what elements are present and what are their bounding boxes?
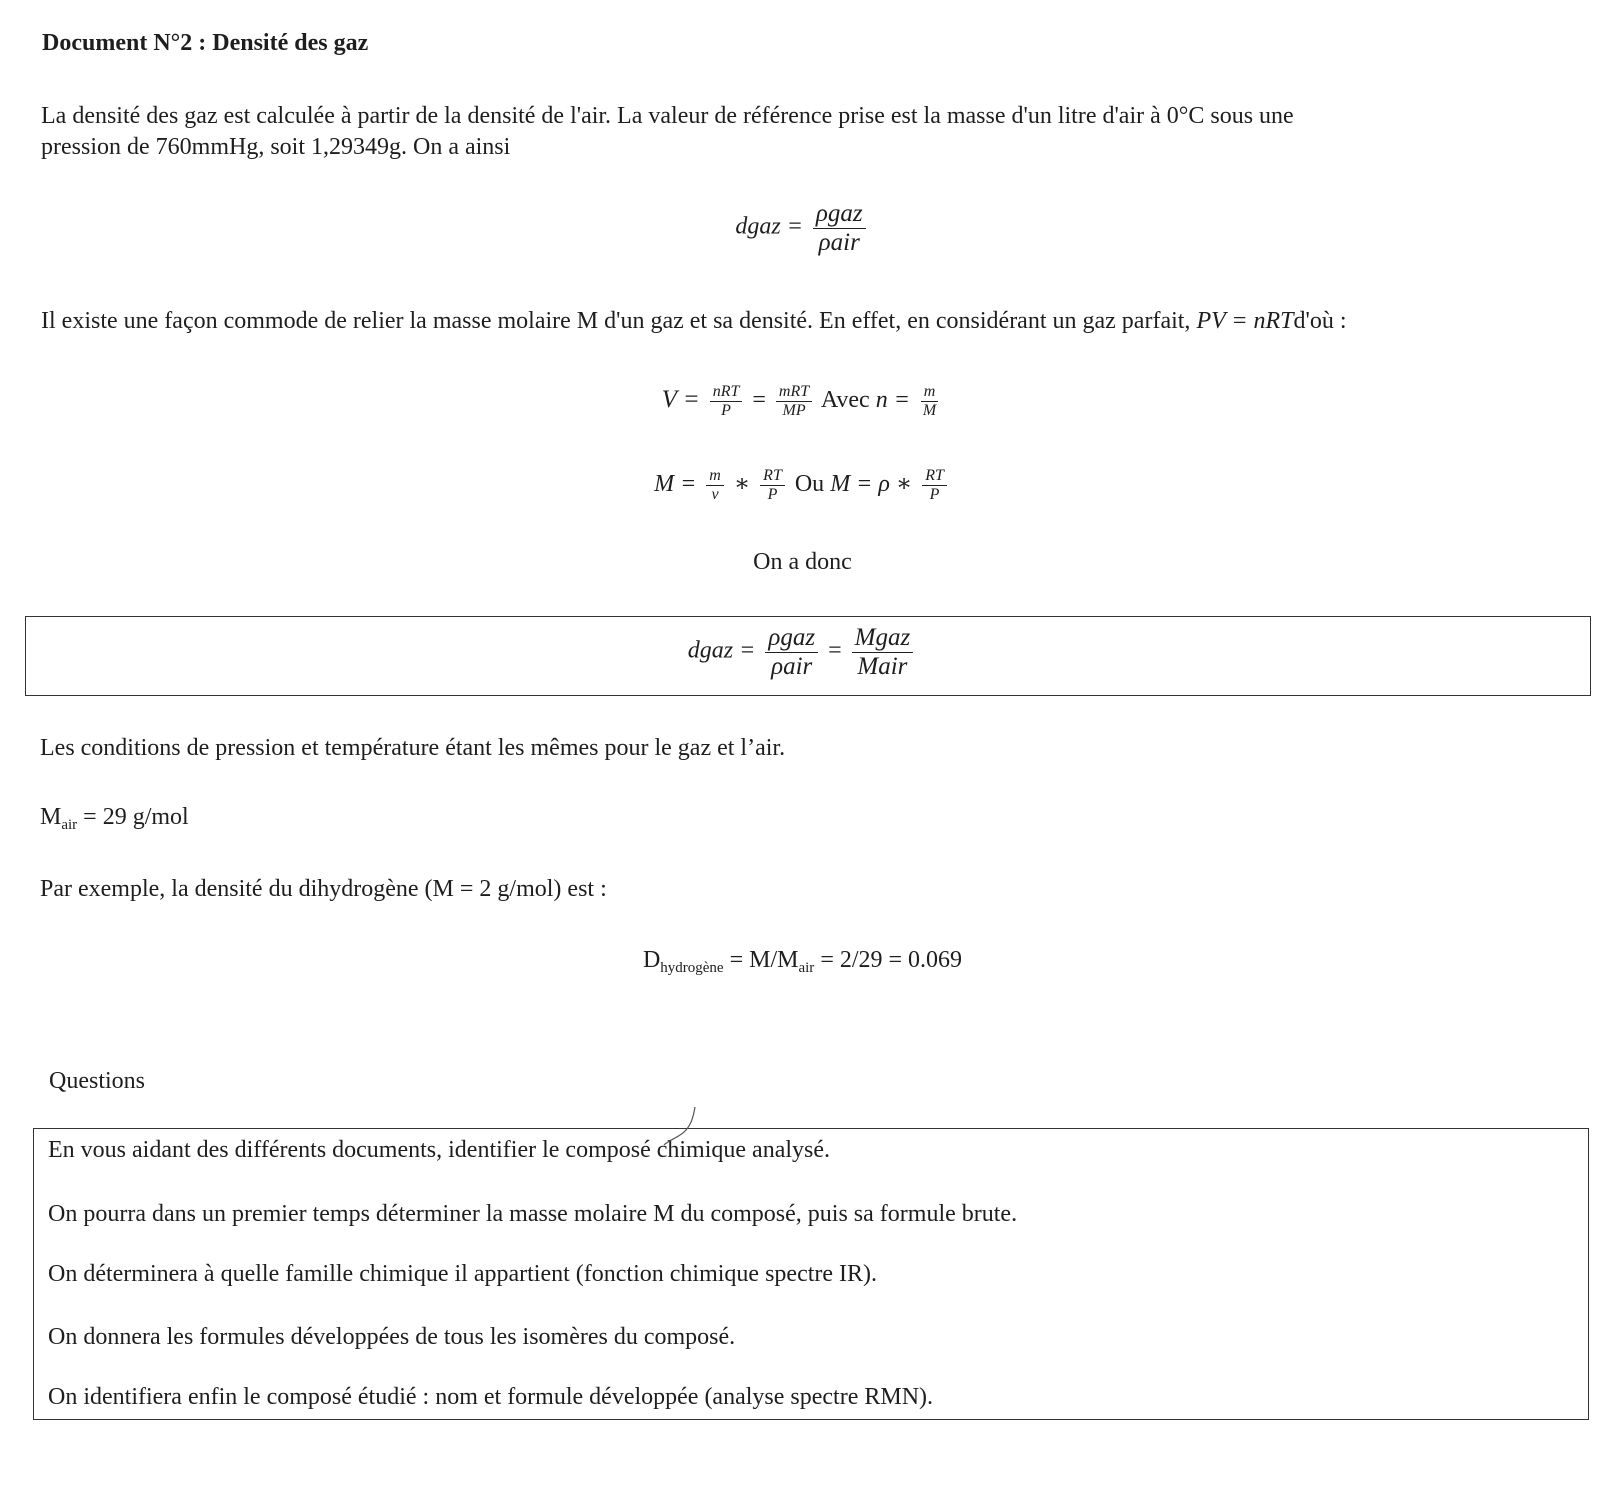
boxed-formula — [0, 624, 1605, 680]
numerator: mRT — [776, 383, 812, 402]
denominator: Mair — [857, 652, 908, 680]
denominator: P — [721, 401, 731, 419]
equation-volume — [0, 378, 1605, 422]
numerator: m — [921, 383, 939, 402]
formula-lhs: dgaz = — [687, 637, 756, 664]
denominator: M — [922, 401, 937, 419]
paragraph-2-text: Il existe une façon commode de relier la masse molaire M d'un gaz et sa densité. En effet, en considérant un gaz parfait, — [41, 308, 1191, 334]
question-item: On déterminera à quelle famille chimique il appartient (fonction chimique spectre IR). — [48, 1261, 878, 1287]
pen-mark — [660, 1105, 700, 1155]
numerator: RT — [760, 467, 785, 486]
paragraph-2-tail: d'où : — [1293, 308, 1347, 334]
subscript: air — [61, 817, 78, 833]
eq-m: M = — [654, 471, 697, 497]
eq-n: n = — [875, 387, 910, 413]
question-item: On donnera les formules développées de tous les isomères du composé. — [48, 1324, 736, 1350]
document-title: Document N°2 : Densité des gaz — [42, 30, 369, 56]
avec-text: Avec — [820, 387, 870, 413]
equation-molar-mass — [0, 462, 1605, 506]
denominator: v — [711, 485, 719, 503]
on-a-donc: On a donc — [753, 549, 852, 575]
example-text: Par exemple, la densité du dihydrogène (M = 2 g/mol) est : — [40, 876, 607, 902]
subscript: hydrogène — [660, 960, 724, 976]
intro-line-1: La densité des gaz est calculée à partir de la densité de l'air. La valeur de référence prise est la masse d'un litre d'air à 0°C sous une — [41, 103, 1294, 129]
numerator: ρgaz — [765, 624, 818, 653]
question-item: On pourra dans un premier temps déterminer la masse molaire M du composé, puis sa formule brute. — [48, 1201, 1018, 1227]
equals: = — [828, 637, 842, 664]
eq-v: V = — [661, 386, 700, 413]
question-item: En vous aidant des différents documents, identifier le composé chimique analysé. — [48, 1137, 831, 1163]
eq-rho: ρ ∗ — [878, 471, 913, 497]
d-symbol: D — [642, 947, 661, 973]
paragraph-2 — [41, 306, 1347, 336]
denominator: ρair — [818, 228, 860, 256]
denominator: MP — [782, 401, 806, 419]
numerator: Mgaz — [852, 624, 914, 653]
mid: = M/M — [723, 947, 799, 973]
formula-lhs: dgaz = — [735, 213, 803, 240]
ideal-gas-eq: PV = nRT — [1196, 308, 1294, 334]
numerator: nRT — [710, 383, 743, 402]
denominator: P — [929, 485, 940, 503]
eq-m2: M = — [830, 471, 873, 497]
value: = 29 g/mol — [77, 804, 189, 830]
conditions-text: Les conditions de pression et température étant les mêmes pour le gaz et l’air. — [40, 735, 786, 761]
multiply: ∗ — [733, 471, 751, 497]
hydrogen-density — [0, 945, 1605, 983]
equals: = — [752, 387, 766, 413]
m-symbol: M — [40, 804, 62, 830]
questions-heading: Questions — [49, 1068, 145, 1094]
numerator: ρgaz — [813, 200, 866, 229]
result: = 2/29 = 0.069 — [814, 947, 963, 973]
denominator: P — [767, 485, 778, 503]
ou-text: Ou — [794, 471, 825, 497]
numerator: RT — [922, 467, 947, 486]
denominator: ρair — [771, 652, 813, 680]
formula-density — [0, 200, 1605, 256]
question-item: On identifiera enfin le composé étudié : nom et formule développée (analyse spectre RMN). — [48, 1384, 934, 1410]
subscript: air — [798, 960, 815, 976]
numerator: m — [706, 467, 724, 486]
molar-mass-air — [40, 802, 189, 840]
intro-line-2: pression de 760mmHg, soit 1,29349g. On a ainsi — [41, 134, 511, 160]
